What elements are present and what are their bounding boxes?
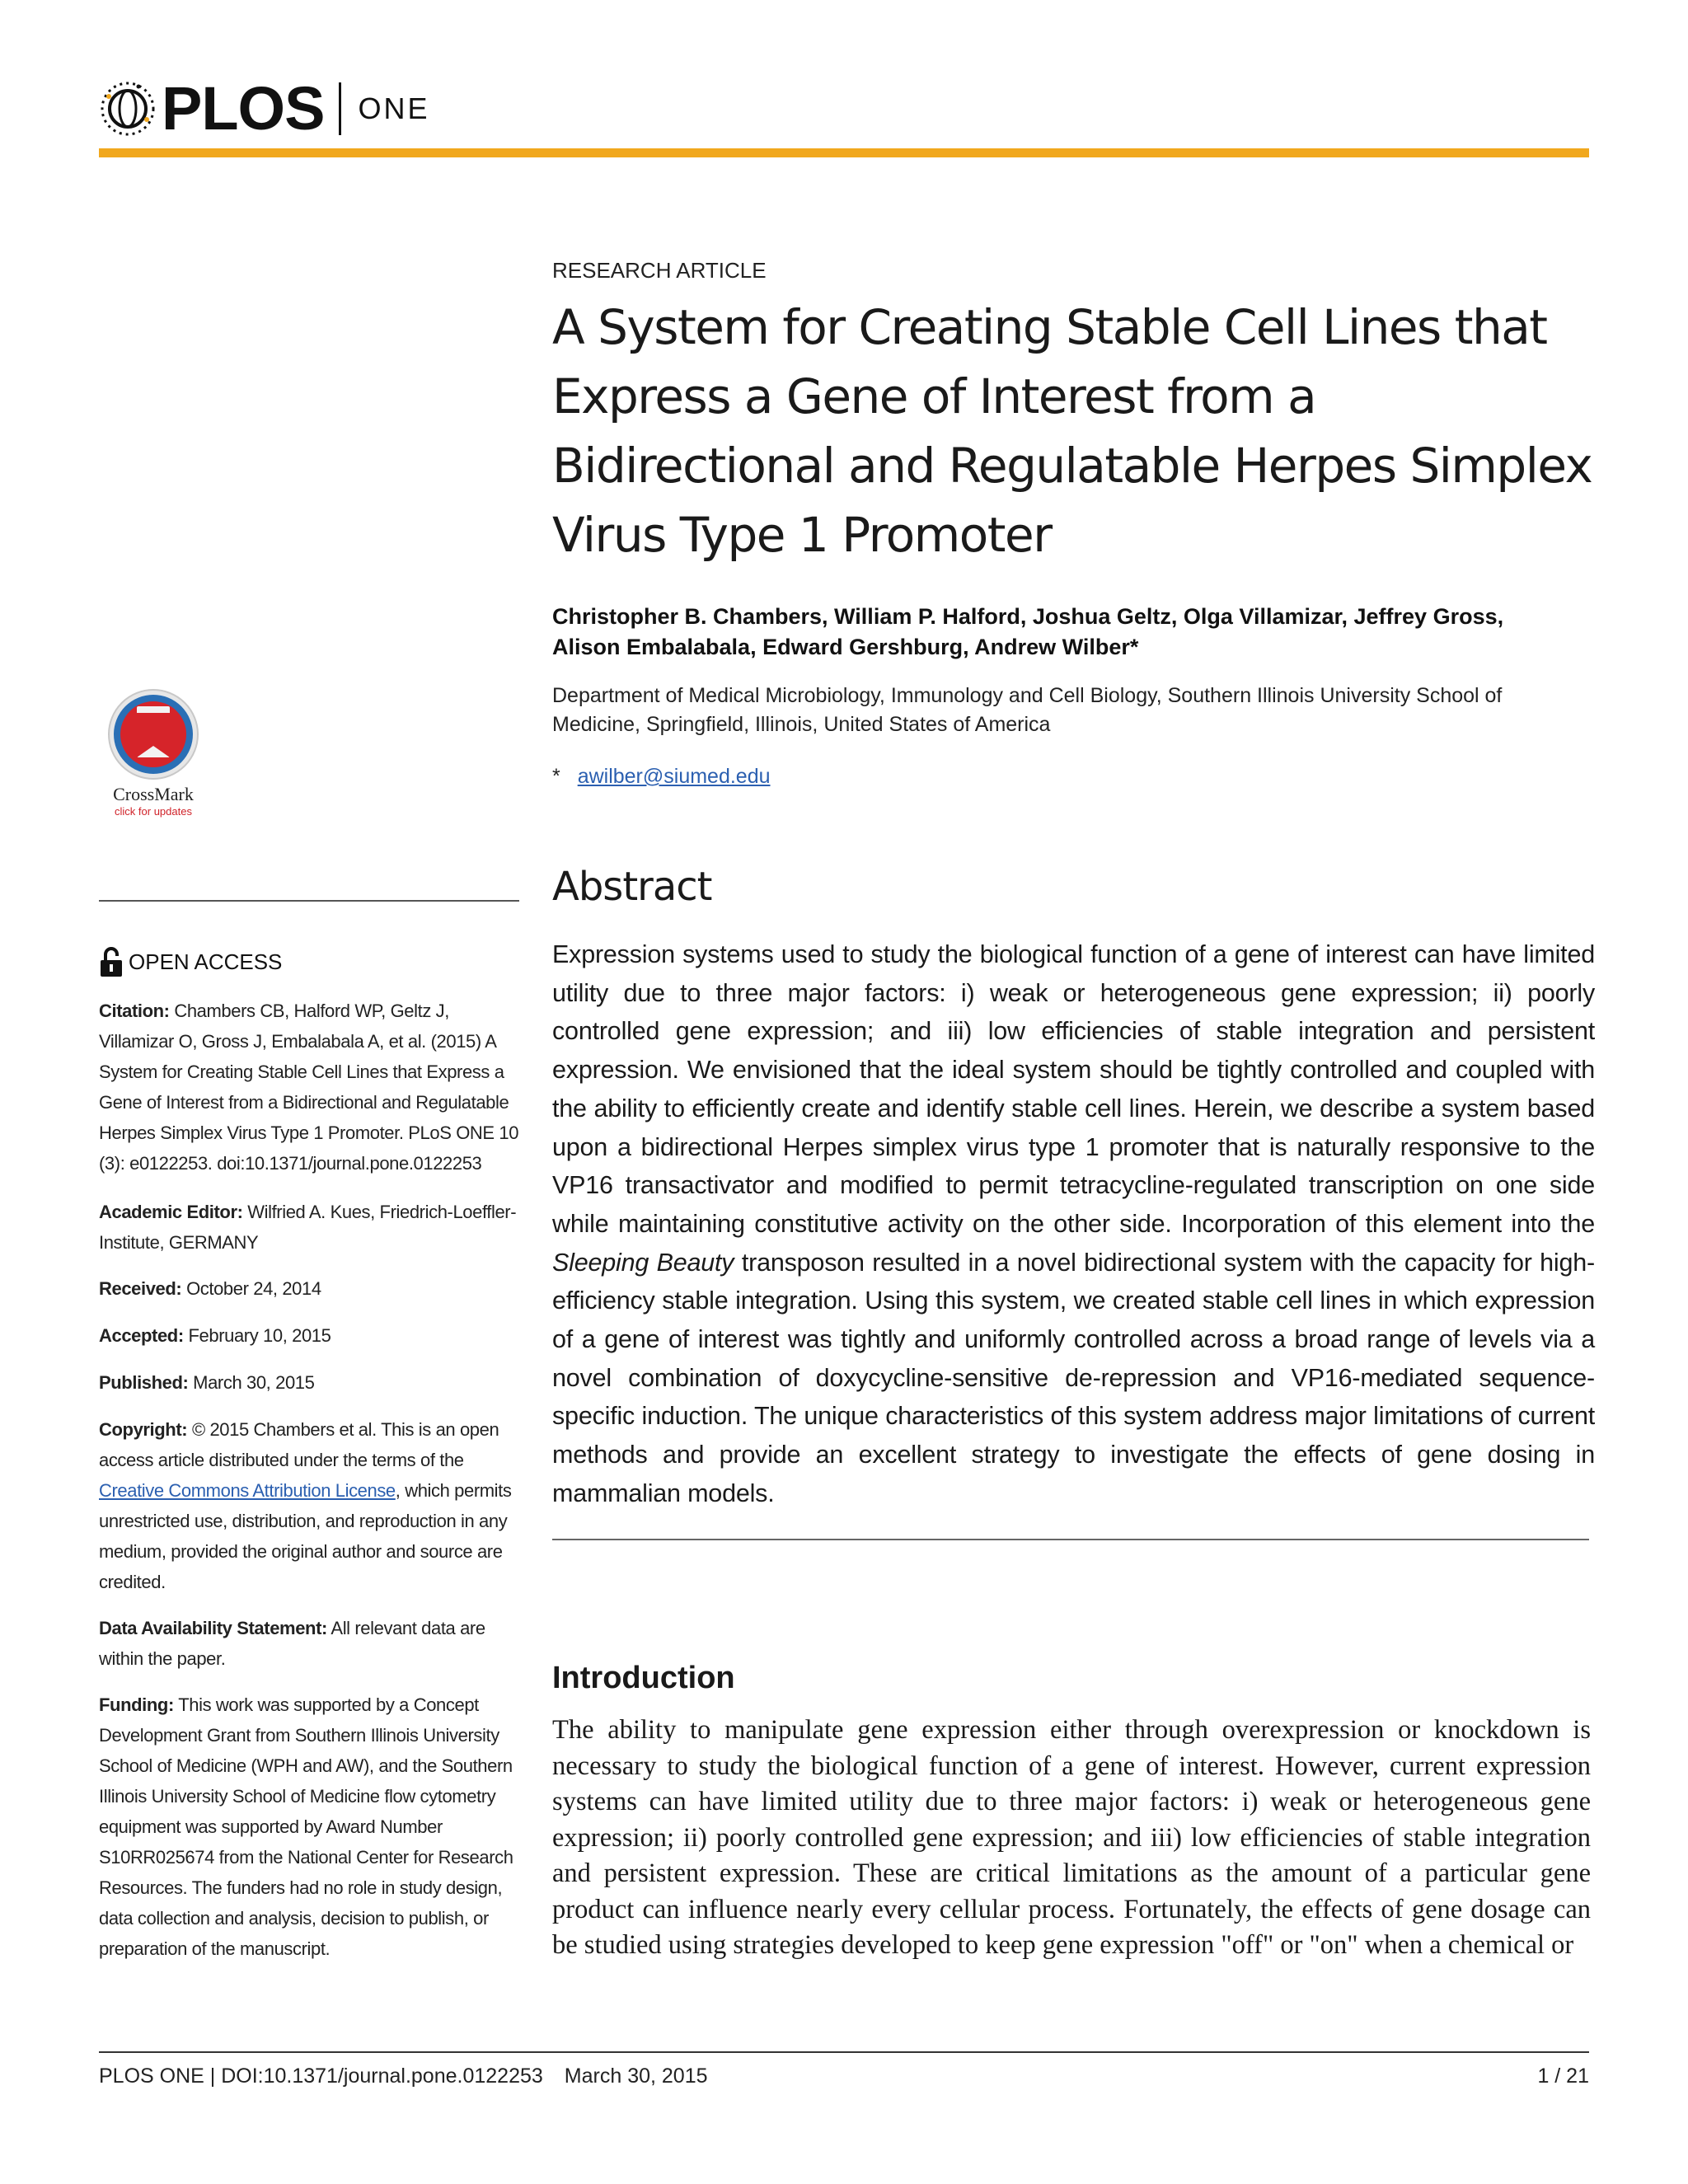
footer-journal-doi: PLOS ONE | DOI:10.1371/journal.pone.0122253 bbox=[99, 2064, 543, 2088]
received-text: October 24, 2014 bbox=[186, 1278, 321, 1299]
data-availability-label: Data Availability Statement: bbox=[99, 1618, 327, 1638]
corresponding-email bbox=[552, 765, 771, 789]
introduction-heading: Introduction bbox=[552, 1661, 735, 1695]
data-availability-text: All relevant data are within the paper. bbox=[99, 1618, 485, 1669]
abstract-text-part1: Expression systems used to study the biological function of a gene of interest can have limited utility due to three major factors: i) weak or heterogeneous gene expression; ii) poorly controlled gene expression; and iii) low efficiencies of stable integration and persistent expression. We envisioned that the ideal system should be tightly controlled and coupled with the ability to efficiently create and identify stable cell lines. Herein, we describe a system based upon a bidirectional Herpes simplex virus type 1 promoter that is naturally responsive to the VP16 transactivator and modified to permit tetracycline-regulated transcription on one side while maintaining constitutive activity on the other side. Incorporation of this element into the bbox=[552, 940, 1595, 1238]
citation-text: Chambers CB, Halford WP, Geltz J, Villamizar O, Gross J, Embalabala A, et al. (2015) A System for Creating Stable Cell Lines that Express a Gene of Interest from a Bidirectional and Regulatable Herpes Simplex Virus Type 1 Promoter. PLoS ONE 10 (3): e0122253. doi:10.1371/journal.pone.0122253 bbox=[99, 1001, 519, 1174]
academic-editor-block bbox=[99, 1197, 528, 1258]
article-title: A System for Creating Stable Cell Lines that Express a Gene of Interest from a Bidirectional and Regulatable Herpes Simplex Virus Type 1 Promoter bbox=[552, 299, 1592, 563]
logo-separator bbox=[339, 82, 341, 135]
article-type: RESEARCH ARTICLE bbox=[552, 258, 767, 283]
citation-label: Citation: bbox=[99, 1001, 170, 1021]
copyright-text-end: , which permits unrestricted use, distribution, and reproduction in any medium, provided the original author and source are credited. bbox=[99, 1480, 512, 1592]
footer-citation bbox=[99, 2064, 708, 2088]
affiliation: Department of Medical Microbiology, Immunology and Cell Biology, Southern Illinois University School of Medicine, Springfield, Illinois, United States of America bbox=[552, 684, 1503, 736]
page-number: 1 / 21 bbox=[1537, 2064, 1589, 2088]
copyright-text: © 2015 Chambers et al. This is an open access article distributed under the terms of the bbox=[99, 1419, 499, 1470]
abstract-heading: Abstract bbox=[552, 864, 712, 910]
logo-journal-text: ONE bbox=[358, 91, 430, 125]
funding-block bbox=[99, 1690, 528, 1964]
data-availability-block bbox=[99, 1613, 528, 1674]
plos-globe-icon bbox=[99, 80, 157, 138]
received-date bbox=[99, 1273, 528, 1304]
academic-editor-label: Academic Editor: bbox=[99, 1202, 243, 1222]
footer-divider bbox=[99, 2051, 1589, 2053]
author-list: Christopher B. Chambers, William P. Halford, Joshua Geltz, Olga Villamizar, Jeffrey Gross, Alison Embalabala, Edward Gershburg, Andrew Wilber* bbox=[552, 604, 1504, 659]
abstract-italic-term: Sleeping Beauty bbox=[552, 1248, 734, 1277]
published-text: March 30, 2015 bbox=[193, 1372, 315, 1393]
plos-one-logo[interactable] bbox=[99, 76, 430, 142]
license-link[interactable]: Creative Commons Attribution License bbox=[99, 1480, 396, 1501]
funding-label: Funding: bbox=[99, 1694, 174, 1715]
crossmark-label: CrossMark bbox=[113, 784, 194, 804]
abstract-text bbox=[552, 935, 1595, 1513]
funding-text: This work was supported by a Concept Development Grant from Southern Illinois University School of Medicine (WPH and AW), and the Southern Illinois University School of Medicine flow cytometry equipment was supported by Award Number S10RR025674 from the National Center for Research Resources. The funders had no role in study design, data collection and analysis, decision to publish, or preparation of the manuscript. bbox=[99, 1694, 513, 1959]
citation-block bbox=[99, 996, 528, 1179]
introduction-text: The ability to manipulate gene expression either through overexpression or knockdown is necessary to study the biological function of a gene of interest. However, current expression systems can have limited utility due to three major factors: i) weak or heterogeneous gene expression; ii) poorly controlled gene expression; and iii) low efficiencies of stable integration and persistent expression. These are critical limitations as the amount of a particular gene product can influence nearly every cellular process. Fortunately, the effects of gene dosage can be studied using strategies developed to keep gene expression "off" or "on" when a chemical or bbox=[552, 1715, 1591, 1960]
published-label: Published: bbox=[99, 1372, 189, 1393]
accepted-date bbox=[99, 1320, 528, 1351]
received-label: Received: bbox=[99, 1278, 182, 1299]
open-lock-icon bbox=[99, 946, 124, 977]
email-link[interactable]: awilber@siumed.edu bbox=[577, 765, 771, 788]
abstract-text-part2: transposon resulted in a novel bidirectional system with the capacity for high-efficiency stable integration. Using this system, we created stable cell lines in which expression of a gene of interest was tightly and uniformly controlled across a broad range of levels via a novel combination of doxycycline-sensitive de-repression and VP16-mediated sequence-specific induction. The unique characteristics of this system address major limitations of current methods and provide an excellent strategy to investigate the effects of gene dosing in mammalian models. bbox=[552, 1248, 1595, 1507]
sidebar-divider bbox=[99, 900, 519, 902]
abstract-divider bbox=[552, 1539, 1589, 1540]
accepted-text: February 10, 2015 bbox=[188, 1325, 331, 1346]
header-accent-bar bbox=[99, 148, 1589, 157]
crossmark-sublabel: click for updates bbox=[115, 805, 192, 818]
academic-editor-text: Wilfried A. Kues, Friedrich-Loeffler-Institute, GERMANY bbox=[99, 1202, 517, 1253]
email-marker: * bbox=[552, 765, 560, 788]
crossmark-badge[interactable] bbox=[96, 688, 211, 820]
footer-date: March 30, 2015 bbox=[564, 2064, 708, 2088]
crossmark-icon bbox=[107, 688, 199, 780]
logo-plos-text: PLOS bbox=[162, 74, 325, 143]
published-date bbox=[99, 1367, 528, 1398]
open-access-badge bbox=[99, 946, 282, 977]
copyright-block bbox=[99, 1414, 528, 1597]
copyright-label: Copyright: bbox=[99, 1419, 188, 1440]
open-access-label: OPEN ACCESS bbox=[129, 949, 283, 974]
accepted-label: Accepted: bbox=[99, 1325, 184, 1346]
